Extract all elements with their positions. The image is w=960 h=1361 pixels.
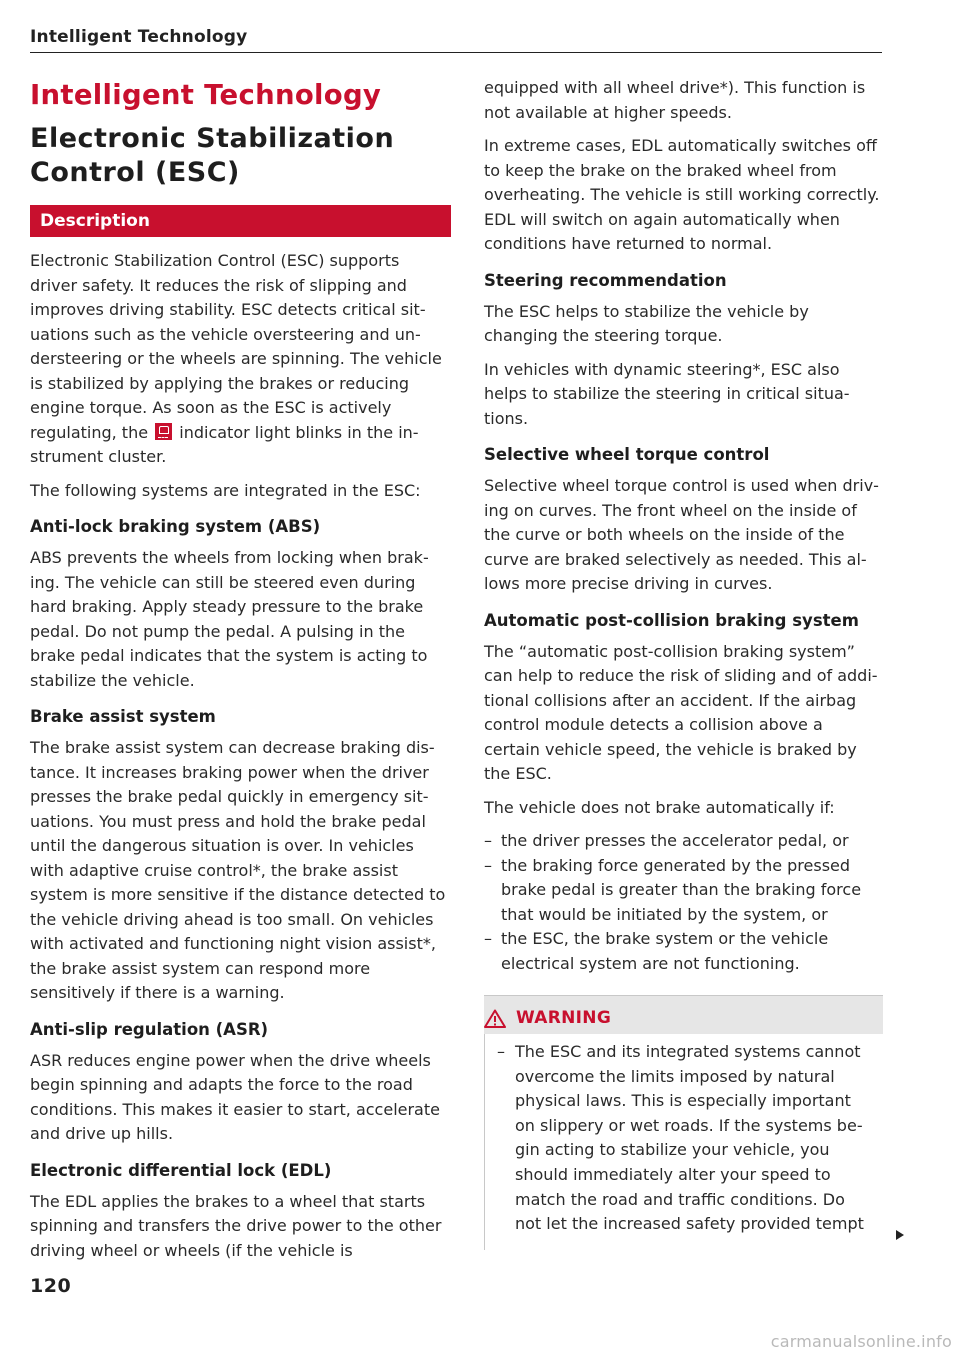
torque-text: Selective wheel torque control is used when driving on curves. The front wheel on the inside of the curve or both wheels on the inside of the curve are braked selectively as needed. This allows more precise driving in curves. xyxy=(484,476,879,593)
watermark: carmanualsonline.info xyxy=(770,1332,952,1351)
abs-heading: Anti-lock braking system (ABS) xyxy=(30,517,321,536)
chapter-title: Intelligent Technology xyxy=(30,79,382,111)
intro-paragraph xyxy=(30,249,451,470)
continued-arrow-icon xyxy=(896,1230,904,1240)
edl-text-right: equipped with all wheel drive*). This function is not available at higher speeds. xyxy=(484,78,866,122)
warning-body xyxy=(484,1034,883,1250)
list-item: – the driver presses the accelerator pedal, or xyxy=(484,829,883,854)
warning-triangle-icon xyxy=(484,1009,506,1028)
post-collision-text: The “automatic post-collision braking system” can help to reduce the risk of sliding and of additional collisions after an accident. If the airbag control module detects a collision above a certain vehicle speed, the vehicle is braked by the ESC. xyxy=(484,641,878,783)
steering-text-2: In vehicles with dynamic steering*, ESC also helps to stabilize the steering in critical situations. xyxy=(484,359,850,428)
steering-text-1: The ESC helps to stabilize the vehicle by changing the steering torque. xyxy=(484,301,809,345)
post-collision-heading: Automatic post-collision braking system xyxy=(484,610,859,630)
intro-text-before: Electronic Stabilization Control (ESC) supports driver safety. It reduces the risk of slipping and improves driving stability. ESC detects critical situations such as the vehicle oversteering and understeering or the wheels are spinning. The vehicle is stabilized by applying the brakes or reducing engine torque. As soon as the ESC is actively regulating, the xyxy=(30,251,442,442)
warning-list xyxy=(497,1040,869,1237)
running-header: Intelligent Technology xyxy=(30,27,248,47)
not-brake-intro: The vehicle does not brake automatically if: xyxy=(484,797,835,817)
warning-box xyxy=(484,995,883,1250)
list-item: – the braking force generated by the pressed brake pedal is greater than the braking force that would be initiated by the system, or xyxy=(484,854,883,928)
list-item: – The ESC and its integrated systems cannot overcome the limits imposed by natural physical laws. This is especially important on slippery or wet roads. If the systems begin acting to stabilize your vehicle, you should immediately alter your speed to match the road and traffic conditions. Do not let the increased safety provided tempt xyxy=(497,1040,869,1237)
steering-heading: Steering recommendation xyxy=(484,270,727,290)
abs-text: ABS prevents the wheels from locking when braking. The vehicle can still be steered even during hard braking. Apply steady pressure to the brake pedal. Do not pump the pedal. A pulsing in the brake pedal indicates that the system is acting to stabilize the vehicle. xyxy=(30,548,429,690)
torque-heading: Selective wheel torque control xyxy=(484,445,770,464)
edl-heading: Electronic differential lock (EDL) xyxy=(30,1160,332,1180)
asr-heading: Anti-slip regulation (ASR) xyxy=(30,1019,269,1039)
integrated-systems-text: The following systems are integrated in the ESC: xyxy=(30,480,421,500)
left-column xyxy=(30,74,451,1272)
page-number: 120 xyxy=(30,1275,72,1297)
intro-text-after: indicator light blinks in the instrument cluster. xyxy=(30,422,419,466)
esc-indicator-icon xyxy=(155,423,172,440)
warning-label: WARNING xyxy=(516,1008,612,1028)
section-title: Electronic Stabilization Control (ESC) xyxy=(30,123,395,188)
warning-header xyxy=(484,996,883,1034)
edl-text-left: The EDL applies the brakes to a wheel that starts spinning and transfers the drive power to the other driving wheel or wheels (if the vehicle is xyxy=(30,1191,442,1260)
brake-assist-text: The brake assist system can decrease braking distance. It increases braking power when the driver presses the brake pedal quickly in emergency situations. You must press and hold the brake pedal until the dangerous situation is over. In vehicles with adaptive cruise control*, the brake assist system is more sensitive if the distance detected to the vehicle driving ahead is too small. On vehicles with activated and functioning night vision assist*, the brake assist system can respond more sensitively if there is a warning. xyxy=(30,738,446,1002)
header-rule xyxy=(30,52,882,53)
edl-text-2: In extreme cases, EDL automatically switches off to keep the brake on the braked wheel from overheating. The vehicle is still working correctly. EDL will switch on again automatically when conditions have returned to normal. xyxy=(484,136,880,253)
asr-text: ASR reduces engine power when the drive wheels begin spinning and adapts the force to the road conditions. This makes it easier to start, accelerate and drive up hills. xyxy=(30,1050,440,1143)
not-brake-list xyxy=(484,829,883,976)
brake-assist-heading: Brake assist system xyxy=(30,707,216,726)
description-bar: Description xyxy=(30,205,451,237)
list-item: – the ESC, the brake system or the vehicle electrical system are not functioning. xyxy=(484,927,883,976)
right-column xyxy=(484,76,883,1250)
